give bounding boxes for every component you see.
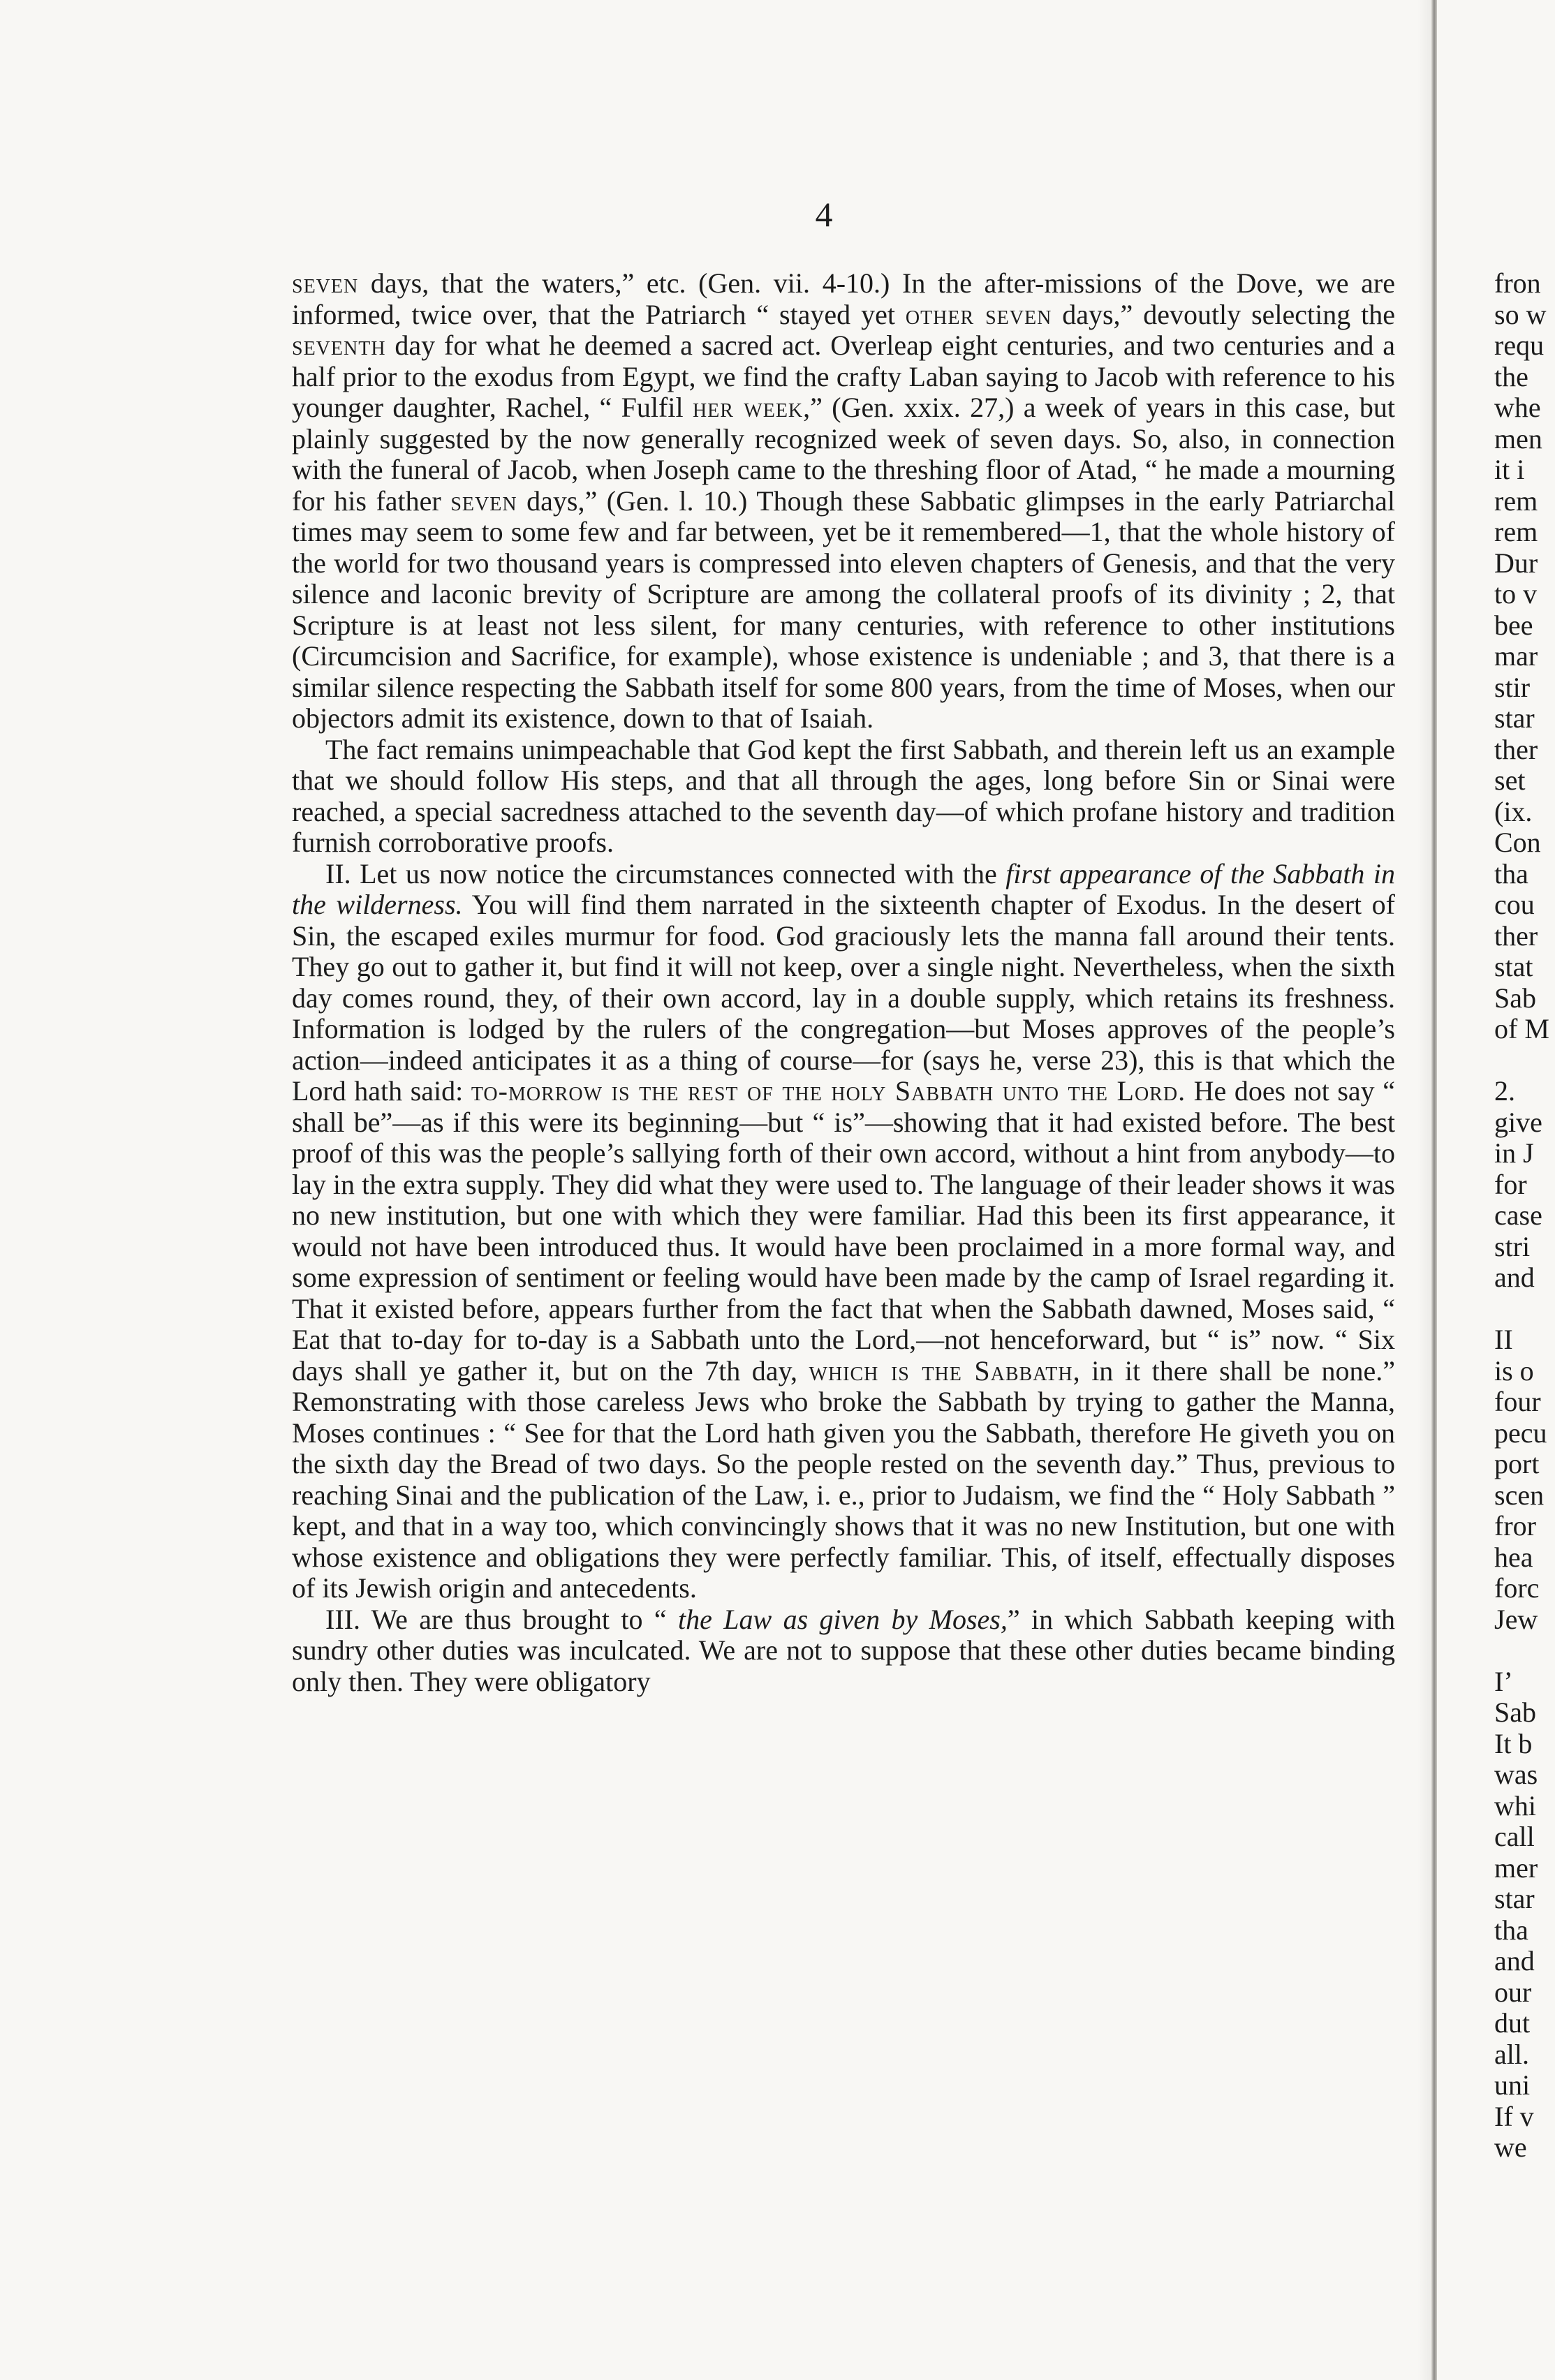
facing-page-line: cou xyxy=(1494,889,1535,920)
facing-page-line: fron xyxy=(1494,268,1541,299)
facing-page-line: It b xyxy=(1494,1727,1533,1759)
small-caps-text: to-morrow is the rest of the holy Sabbath unto the Lord. xyxy=(471,1075,1186,1107)
facing-page-line: Dur xyxy=(1494,547,1538,579)
facing-page-line: Sab xyxy=(1494,982,1536,1014)
text-run: ” in which Sabbath keeping with sundry other duties was inculcated. We are not to suppose that these other duties became binding only then. They were obligatory xyxy=(292,1603,1395,1697)
italic-text: first appearance of the Sabbath in the wilderness. xyxy=(292,857,1395,920)
facing-page-line: scen xyxy=(1494,1479,1545,1511)
body-paragraph xyxy=(292,1604,1395,1698)
facing-page-line: all. xyxy=(1494,2038,1529,2070)
facing-page-line: call xyxy=(1494,1821,1535,1852)
facing-page-line: tha xyxy=(1494,1914,1528,1946)
facing-page-line xyxy=(1494,1045,1555,1077)
facing-page-line xyxy=(1494,1294,1555,1325)
italic-text: the Law as given by Moses, xyxy=(678,1603,1008,1635)
facing-page-line: give xyxy=(1494,1106,1542,1138)
facing-page-line: mar xyxy=(1494,640,1538,672)
facing-page-line xyxy=(1494,1635,1555,1666)
facing-page-line: of M xyxy=(1494,1013,1549,1044)
facing-page-line: to v xyxy=(1494,578,1538,609)
text-run: day for what he deemed a sacred act. Overleap eight centuries, and two centuries and a half prior to the exodus from Egypt, we find the crafty Laban saying to Jacob with reference to his younger daughter, Rachel, “ Fulfil xyxy=(292,330,1395,423)
facing-page-line: whe xyxy=(1494,392,1541,423)
facing-page-line: stri xyxy=(1494,1230,1531,1262)
facing-page-line: whi xyxy=(1494,1789,1536,1821)
text-run: days, that the waters,” etc. (Gen. vii. 4-10.) In the after-missions of the Dove, we are informed, twice over, that the Patriarch “ stayed yet xyxy=(292,267,1395,330)
facing-page-line: our xyxy=(1494,1976,1532,2008)
facing-page-line: dut xyxy=(1494,2007,1531,2039)
facing-page-line: I’ xyxy=(1494,1665,1513,1697)
facing-page-line: requ xyxy=(1494,330,1545,361)
facing-page-line: so w xyxy=(1494,298,1547,330)
facing-page-line: rem xyxy=(1494,516,1538,547)
small-caps-text: seven xyxy=(450,485,517,517)
facing-page-line: stir xyxy=(1494,671,1531,703)
text-run: ,” (Gen. xxix. 27,) a week of years in this case, but plainly suggested by the now generally recognized week of seven days. So, also, in connection with the funeral of Jacob, when Joseph came to the threshing floor of Atad, “ he made a mourning for his father xyxy=(292,392,1395,517)
facing-page-line: in J xyxy=(1494,1137,1534,1169)
facing-page-line: rem xyxy=(1494,485,1538,517)
facing-page-line: uni xyxy=(1494,2069,1531,2101)
facing-page-fragments xyxy=(1494,268,1555,2164)
small-caps-text: other seven xyxy=(905,298,1052,330)
small-caps-text: her week xyxy=(692,392,804,423)
facing-page-line: II xyxy=(1494,1324,1513,1355)
facing-page-line: for xyxy=(1494,1168,1527,1200)
facing-page-line: the xyxy=(1494,360,1528,392)
facing-page-line: we xyxy=(1494,2131,1527,2163)
facing-page-line: and xyxy=(1494,1945,1535,1976)
small-caps-text: seventh xyxy=(292,330,386,361)
facing-page-line: mer xyxy=(1494,1851,1538,1884)
text-run: II. Let us now notice the circumstances connected with the xyxy=(325,857,1006,889)
text-run: III. We are thus brought to “ xyxy=(325,1603,679,1635)
facing-page-line: Sab xyxy=(1494,1697,1536,1728)
book-gutter xyxy=(1431,0,1437,2380)
facing-page-line: forc xyxy=(1494,1572,1540,1604)
main-text-column xyxy=(292,268,1395,1697)
body-paragraph xyxy=(292,734,1395,859)
body-paragraph xyxy=(292,859,1395,1604)
body-paragraph xyxy=(292,268,1395,734)
facing-page-line: port xyxy=(1494,1448,1540,1479)
facing-page-line: four xyxy=(1494,1386,1541,1417)
small-caps-text: seven xyxy=(292,267,359,299)
text-run: , in it there shall be none.” Remonstrating with those careless Jews who broke the Sabbath by trying to gather the Manna, Moses continues : “ See for that the Lord hath given you the Sabbath, therefore He giveth you on the sixth day the Bread of two days. So the people rested on the seventh day.” Thus, previous to reaching Sinai and the publication of the Law, i. e., prior to Judaism, we find the “ Holy Sabbath ” kept, and that in a way too, which convincingly shows that it was no new Institution, but one with whose existence and obligations they were perfectly familiar. This, of itself, effectually disposes of its Jewish origin and antecedents. xyxy=(292,1354,1396,1604)
facing-page-line: it i xyxy=(1494,454,1525,485)
facing-page-line: tha xyxy=(1494,857,1528,889)
facing-page-line: fror xyxy=(1494,1510,1536,1542)
text-run: The fact remains unimpeachable that God kept the first Sabbath, and therein left us an example that we should follow His steps, and that all through the ages, long before Sin or Sinai were reached, a special sacredness attached to the seventh day—of which profane history and tradition furnish corroborative proofs. xyxy=(292,733,1395,858)
facing-page-line: case xyxy=(1494,1199,1542,1231)
facing-page-line: star xyxy=(1494,1883,1535,1914)
facing-page-line: stat xyxy=(1494,951,1533,982)
facing-page-line: star xyxy=(1494,702,1535,734)
text-run: days,” devoutly selecting the xyxy=(1052,298,1396,330)
facing-page-line: ther xyxy=(1494,733,1538,765)
facing-page-line: set xyxy=(1494,764,1526,796)
facing-page-line: Con xyxy=(1494,827,1541,858)
facing-page-line: Jew xyxy=(1494,1603,1538,1635)
facing-page-line: ther xyxy=(1494,919,1538,952)
facing-page-line: hea xyxy=(1494,1541,1533,1573)
facing-page-line: (ix. xyxy=(1494,795,1533,827)
page-number: 4 xyxy=(815,195,833,234)
text-run: He does not say “ shall be”—as if this were its beginning—but “ is”—showing that it had existed before. The best proof of this was the people’s sallying forth of their own accord, without a hint from anybody—to lay in the extra supply. They did what they were used to. The language of their leader shows it was no new institution, but one with which they were familiar. Had this been its first appearance, it would not have been introduced thus. It would have been proclaimed in a more formal way, and some expression of sentiment or feeling would have been made by the camp of Israel regarding it. That it existed before, appears further from the fact that when the Sabbath dawned, Moses said, “ Eat that to-day for to-day is a Sabbath unto the Lord,—not henceforward, but “ is” now. “ Six days shall ye gather it, but on the 7th day, xyxy=(292,1075,1395,1387)
small-caps-text: which is the Sabbath xyxy=(809,1354,1073,1387)
facing-page-line: was xyxy=(1494,1759,1538,1790)
facing-page-line: men xyxy=(1494,422,1542,454)
facing-page-line: If v xyxy=(1494,2100,1534,2132)
text-run: You will find them narrated in the sixteenth chapter of Exodus. In the desert of Sin, the escaped exiles murmur for food. God graciously lets the manna fall around their tents. They go out to gather it, but find it will not keep, over a single night. Nevertheless, when the sixth day comes round, they, of their own accord, lay in a double supply, which retains its freshness. Information is lodged by the rulers of the congregation—but Moses approves of the people’s action—indeed anticipates it as a thing of course—for (says he, verse 23), this is that which the Lord hath said: xyxy=(292,889,1395,1107)
facing-page-line: pecu xyxy=(1494,1417,1547,1449)
text-run: days,” (Gen. l. 10.) Though these Sabbatic glimpses in the early Patriarchal times may seem to some few and far between, yet be it remembered—1, that the whole history of the world for two thousand years is compressed into eleven chapters of Genesis, and that the very silence and laconic brevity of Scripture are among the collateral proofs of its divinity ; 2, that Scripture is at least not less silent, for many centuries, with reference to other institutions (Circumcision and Sacrifice, for example), whose existence is undeniable ; and 3, that there is a similar silence respecting the Sabbath itself for some 800 years, from the time of Moses, when our objectors admit its existence, down to that of Isaiah. xyxy=(292,485,1395,734)
facing-page-line: is o xyxy=(1494,1354,1534,1387)
facing-page-line: bee xyxy=(1494,609,1533,641)
facing-page-line: 2. xyxy=(1494,1075,1515,1107)
facing-page-line: and xyxy=(1494,1262,1535,1293)
